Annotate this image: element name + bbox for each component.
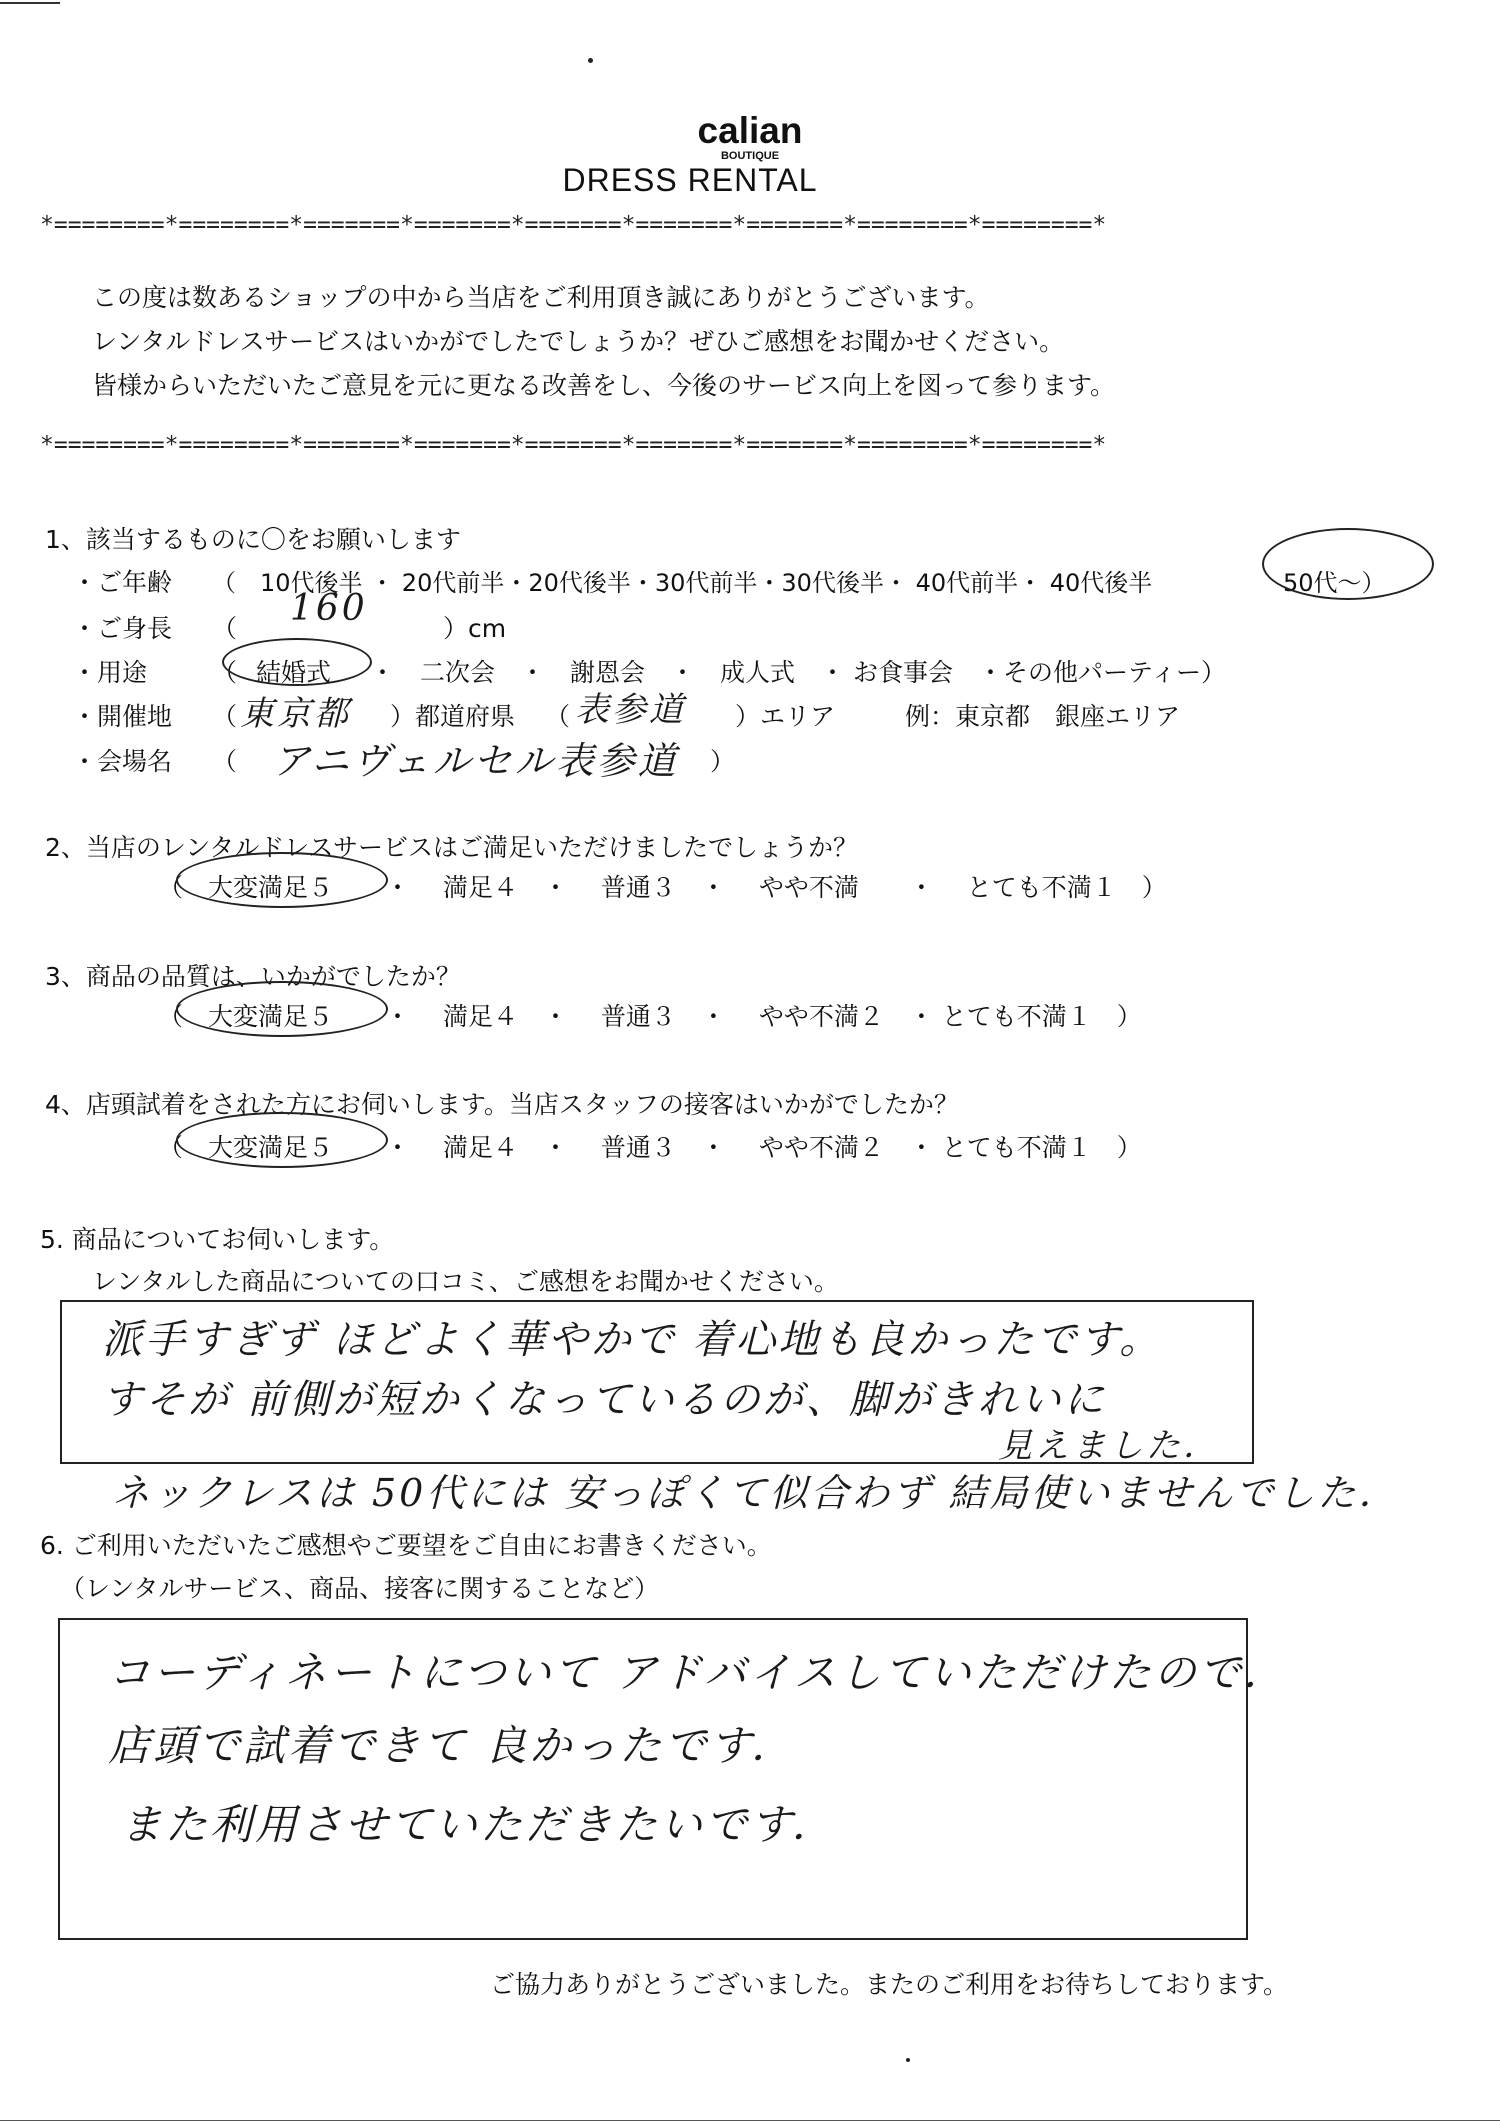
q5-answer-line-2: すそが 前側が短かくなっているのが、脚がきれいに <box>102 1377 1107 1423</box>
area-suffix: ）エリア <box>735 702 836 731</box>
scan-edge-line <box>0 2120 1500 2121</box>
q3-title: 3、商品の品質は、いかがでしたか？ <box>45 962 461 991</box>
scan-dot <box>906 2058 910 2062</box>
location-label: ・開催地 <box>72 702 173 731</box>
age-selected[interactable]: 50代～） <box>1283 569 1386 597</box>
purpose-selected-circle <box>222 638 372 686</box>
q5-title: 5. 商品についてお伺いします。 <box>40 1225 395 1254</box>
q2-selected[interactable]: 大変満足５ <box>208 873 334 902</box>
scan-dot <box>588 58 593 63</box>
purpose-open: （ <box>212 658 238 687</box>
q4-selected[interactable]: 大変満足５ <box>208 1133 334 1162</box>
q4-open: （ <box>158 1133 184 1162</box>
q5-answer-line-4: ネックレスは 50代には 安っぽくて似合わず 結局使いませんでした． <box>112 1471 1400 1515</box>
area-open: （ <box>545 702 571 731</box>
venue-close: ） <box>710 747 736 776</box>
separator-bottom: *========*========*=======*=======*=======*=======*=======*========*========* <box>40 432 1107 458</box>
q2-selected-circle <box>176 852 388 908</box>
intro-line-2: レンタルドレスサービスはいかがでしたでしょうか？ぜひご感想をお聞かせください。 <box>92 327 1065 356</box>
prefecture-value[interactable]: 東京都 <box>240 694 351 734</box>
age-label: ・ご年齢 <box>72 568 173 597</box>
q2-title: 2、当店のレンタルドレスサービスはご満足いただけましたでしょうか？ <box>45 833 859 862</box>
area-value[interactable]: 表参道 <box>575 690 686 730</box>
brand-sub: BOUTIQUE <box>720 150 780 162</box>
venue-value[interactable]: アニヴェルセル表参道 <box>272 739 679 783</box>
q4-options[interactable]: ・ 満足４ ・ 普通３ ・ やや不満２ ・ とても不満１ ） <box>385 1133 1142 1162</box>
purpose-selected[interactable]: 結婚式 <box>256 658 332 687</box>
q2-open: （ <box>158 873 184 902</box>
q6-answer-line-3: また利用させていただきたいです． <box>120 1800 837 1849</box>
q4-title: 4、店頭試着をされた方にお伺いします。当店スタッフの接客はいかがでしたか？ <box>45 1090 959 1119</box>
scan-edge-line <box>0 2 60 4</box>
q6-subtitle: （レンタルサービス、商品、接客に関することなど） <box>60 1574 660 1603</box>
q6-title: 6. ご利用いただいたご感想やご要望をご自由にお書きください。 <box>40 1531 772 1560</box>
purpose-options[interactable]: ・ 二次会 ・ 謝恩会 ・ 成人式 ・ お食事会 ・その他パーティー） <box>370 658 1226 687</box>
height-label: ・ご身長 <box>72 614 173 643</box>
intro-line-1: この度は数あるショップの中から当店をご利用頂き誠にありがとうございます。 <box>92 283 990 312</box>
q2-options[interactable]: ・ 満足４ ・ 普通３ ・ やや不満 ・ とても不満１ ） <box>385 873 1167 902</box>
q3-options[interactable]: ・ 満足４ ・ 普通３ ・ やや不満２ ・ とても不満１ ） <box>385 1002 1142 1031</box>
q6-answer-line-1: コーディネートについて アドバイスしていただけたので． <box>108 1648 1289 1697</box>
q3-selected[interactable]: 大変満足５ <box>208 1002 334 1031</box>
q1-title: 1、該当するものに〇をお願いします <box>45 525 461 554</box>
q3-selected-circle <box>176 981 388 1037</box>
brand-logo: calian <box>697 110 803 151</box>
q5-prompt: レンタルした商品についての口コミ、ご感想をお聞かせください。 <box>92 1267 839 1296</box>
location-open: （ <box>212 702 238 731</box>
age-selected-circle <box>1262 528 1434 600</box>
q4-selected-circle <box>176 1112 388 1168</box>
height-unit: ）cm <box>443 614 507 643</box>
q5-answer-line-3: 見えました． <box>998 1426 1220 1466</box>
purpose-label: ・用途 <box>72 658 148 687</box>
q3-open: （ <box>158 1002 184 1031</box>
location-example: 例：東京都 銀座エリア <box>905 702 1181 731</box>
height-value[interactable]: 160 <box>290 588 368 629</box>
venue-open: （ <box>212 747 238 776</box>
venue-label: ・会場名 <box>72 747 173 776</box>
intro-line-3: 皆様からいただいたご意見を元に更なる改善をし、今後のサービス向上を図って参ります。 <box>92 371 1116 400</box>
age-options[interactable]: （ 10代後半 ・ 20代前半・20代後半・30代前半・30代後半・ 40代前半・ 40代後半 <box>212 569 1153 597</box>
height-open: （ <box>212 614 238 643</box>
form-title: DRESS RENTAL <box>562 162 818 198</box>
prefecture-suffix: ）都道府県 <box>390 702 516 731</box>
q5-answer-line-1: 派手すぎず ほどよく華やかで 着心地も良かったです。 <box>102 1317 1163 1363</box>
footer-thanks: ご協力ありがとうございました。またのご利用をお待ちしております。 <box>490 1970 1289 1999</box>
separator-top: *========*========*=======*=======*=======*=======*=======*========*========* <box>40 212 1107 238</box>
q6-answer-line-2: 店頭で試着できて 良かったです． <box>108 1721 796 1770</box>
